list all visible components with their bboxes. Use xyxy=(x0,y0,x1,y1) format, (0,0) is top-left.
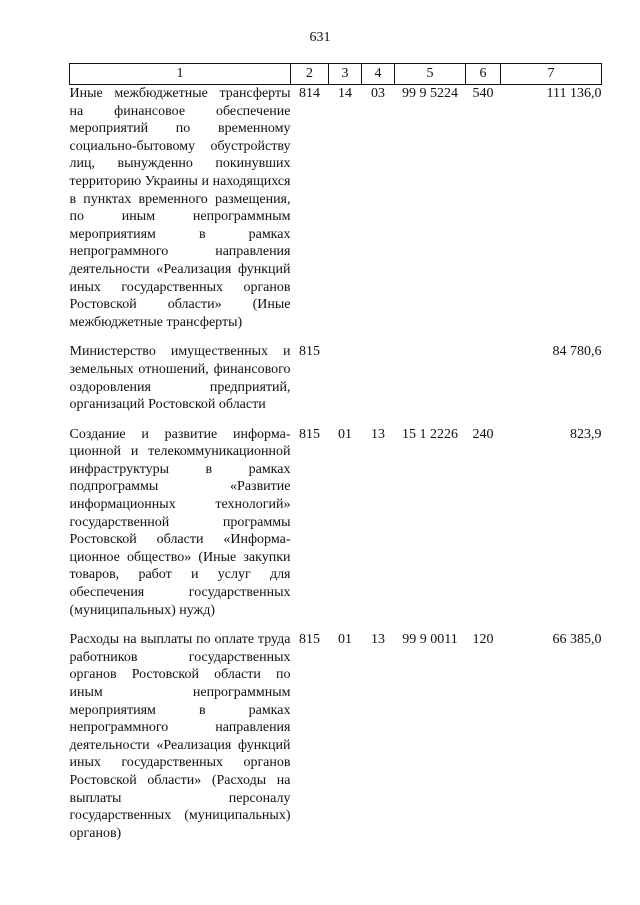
table-row xyxy=(70,426,602,620)
row-description: Расходы на выплаты по оплате труда работников государственных органов Ростовской области по иным непрограммным мероприятиям в рамках непрограммного направления деятельности «Реализация функций иных государственных органов Ростовской области» (Расходы на выплаты персоналу государственных (муниципальных) органов) xyxy=(69,632,291,841)
row-code-section: 01 xyxy=(338,632,352,648)
column-header: 7 xyxy=(501,64,602,85)
table-row xyxy=(70,343,602,413)
row-code-subsection xyxy=(362,343,395,413)
row-code-expense-type xyxy=(466,343,501,413)
row-amount: 84 780,6 xyxy=(552,344,602,360)
row-description: Иные межбюджетные трансферты на финансовое обеспечение мероприятий по временному социально-бытовому обустройству лиц, вынужденно покинувших территорию Украины и находящихся в пунктах временного размещения, по иным непрограммным мероприятиям в рамках непрограммного направления деятельности «Реализация функций иных государственных органов Ростовской области» (Иные межбюджетные трансферты) xyxy=(69,86,291,330)
table-row xyxy=(70,631,602,842)
row-code-section: 14 xyxy=(338,86,352,101)
column-header: 6 xyxy=(466,64,501,85)
page-number: 631 xyxy=(309,30,331,45)
row-code-target: 99 9 0011 xyxy=(402,632,458,648)
column-header: 5 xyxy=(395,64,466,85)
row-code-target: 15 1 2226 xyxy=(402,426,458,442)
row-code-expense-type: 540 xyxy=(472,86,494,101)
table-header-row xyxy=(70,64,602,85)
row-code-section xyxy=(329,343,362,413)
column-header: 3 xyxy=(329,64,362,85)
row-code-subsection: 13 xyxy=(371,426,385,442)
table-row xyxy=(70,85,602,332)
row-amount: 823,9 xyxy=(570,426,602,442)
row-code-target: 99 9 5224 xyxy=(402,86,458,101)
row-code-target xyxy=(395,343,466,413)
row-description: Министерство имущественных и земельных отношений, финансового оздоровления предприятий, организаций Ростовской области xyxy=(69,344,291,413)
row-amount: 66 385,0 xyxy=(552,632,602,648)
column-header: 1 xyxy=(70,64,291,85)
row-code-ministry: 814 xyxy=(299,86,320,101)
row-description: Создание и развитие информационной и телекоммуникационной инфраструктуры в рамках подпрограммы «Развитие информационных технологий» государственной программы Ростовской области «Информационное общество» (Иные закупки товаров, работ и услуг для обеспечения государственных (муниципальных) нужд) xyxy=(69,426,291,618)
row-code-section: 01 xyxy=(338,426,352,442)
column-header: 4 xyxy=(362,64,395,85)
row-code-expense-type: 120 xyxy=(472,632,494,648)
row-code-ministry: 815 xyxy=(299,632,320,648)
column-header: 2 xyxy=(291,64,329,85)
row-code-ministry: 815 xyxy=(299,344,320,360)
row-code-subsection: 13 xyxy=(371,632,385,648)
row-code-expense-type: 240 xyxy=(472,426,494,442)
budget-table xyxy=(69,63,602,842)
row-code-ministry: 815 xyxy=(299,426,320,442)
row-code-subsection: 03 xyxy=(371,86,385,101)
row-amount: 111 136,0 xyxy=(546,86,602,101)
